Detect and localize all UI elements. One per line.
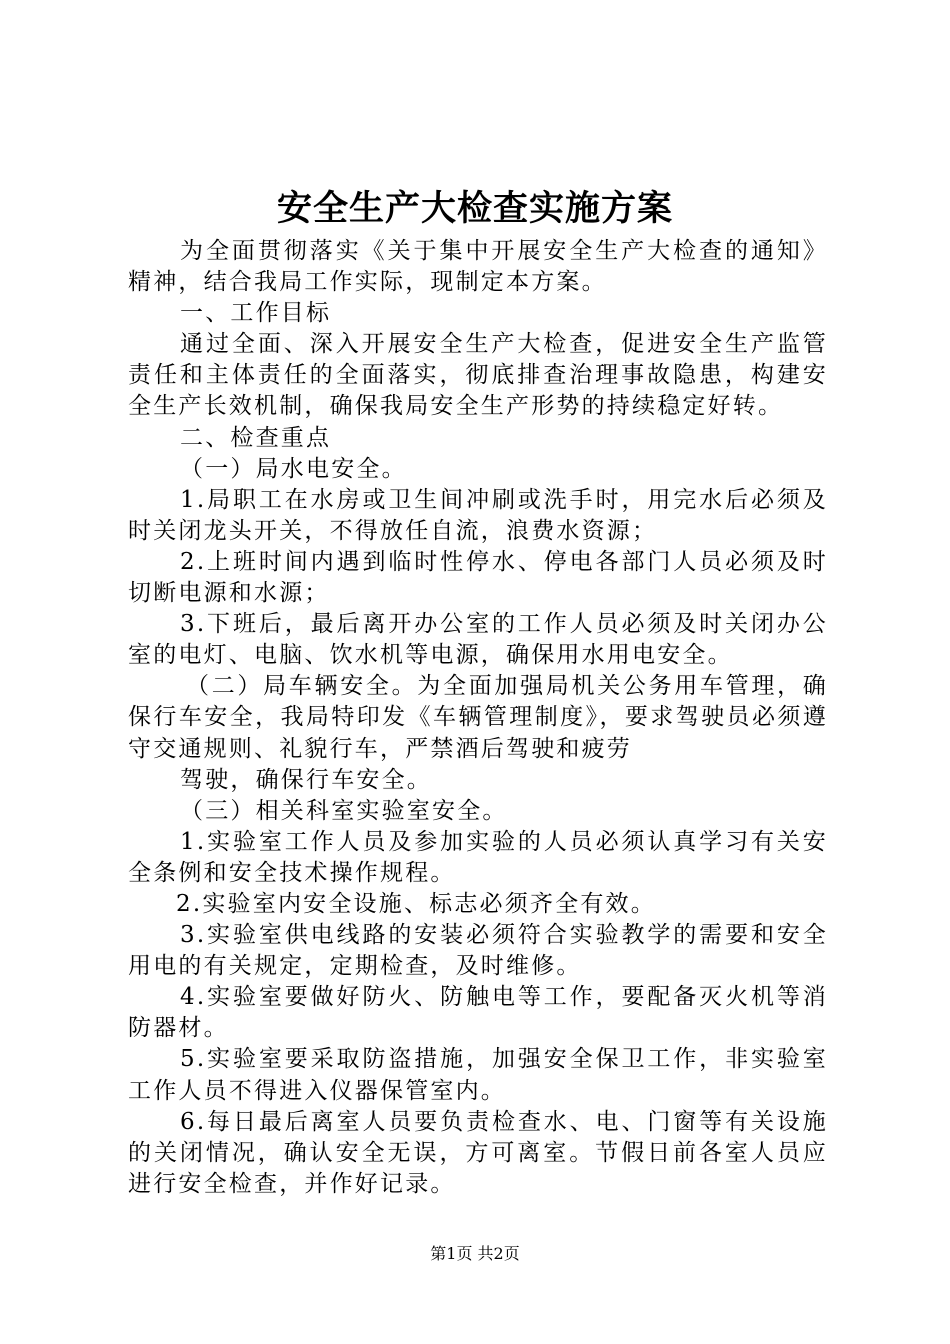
goals-paragraph: 通过全面、深入开展安全生产大检查，促进安全生产监管责任和主体责任的全面落实，彻底排查治理事故隐患，构建安全生产长效机制，确保我局安全生产形势的持续稳定好转。 xyxy=(128,331,828,420)
document-title: 安全生产大检查实施方案 xyxy=(276,188,673,229)
document-body xyxy=(128,236,828,1200)
section-heading-goals: 一、工作目标 xyxy=(180,300,332,327)
intro-paragraph: 为全面贯彻落实《关于集中开展安全生产大检查的通知》精神，结合我局工作实际，现制定本方案。 xyxy=(128,238,828,296)
water-electric-item-3: 3.下班后，最后离开办公室的工作人员必须及时关闭办公室的电灯、电脑、饮水机等电源，确保用水用电安全。 xyxy=(128,611,828,669)
subsection-water-electric: （一）局水电安全。 xyxy=(180,455,407,482)
page-footer: 第1页 共2页 xyxy=(430,1244,520,1263)
lab-item-2: 2.实验室内安全设施、标志必须齐全有效。 xyxy=(176,890,656,917)
water-electric-item-2: 2.上班时间内遇到临时性停水、停电各部门人员必须及时切断电源和水源； xyxy=(128,548,828,607)
subsection-vehicle: （二）局车辆安全。为全面加强局机关公务用车管理，确保行车安全，我局特印发《车辆管理制度》，要求驾驶员必须遵守交通规则、礼貌行车，严禁酒后驾驶和疲劳 xyxy=(128,673,828,762)
lab-item-3: 3.实验室供电线路的安装必须符合实验教学的需要和安全用电的有关规定，定期检查，及时维修。 xyxy=(128,922,828,980)
subsection-laboratory: （三）相关科室实验室安全。 xyxy=(180,797,508,824)
water-electric-item-1: 1.局职工在水房或卫生间冲刷或洗手时，用完水后必须及时关闭龙头开关，不得放任自流，浪费水资源； xyxy=(128,486,828,544)
lab-item-4: 4.实验室要做好防火、防触电等工作，要配备灭火机等消防器材。 xyxy=(128,984,828,1042)
vehicle-continuation: 驾驶，确保行车安全。 xyxy=(180,766,432,793)
lab-item-1: 1.实验室工作人员及参加实验的人员必须认真学习有关安全条例和安全技术操作规程。 xyxy=(128,828,828,886)
lab-item-5: 5.实验室要采取防盗措施，加强安全保卫工作，非实验室工作人员不得进入仪器保管室内。 xyxy=(128,1046,828,1104)
section-heading-focus: 二、检查重点 xyxy=(180,424,332,451)
lab-item-6: 6.每日最后离室人员要负责检查水、电、门窗等有关设施的关闭情况，确认安全无误，方可离室。节假日前各室人员应进行安全检查，并作好记录。 xyxy=(128,1108,828,1197)
